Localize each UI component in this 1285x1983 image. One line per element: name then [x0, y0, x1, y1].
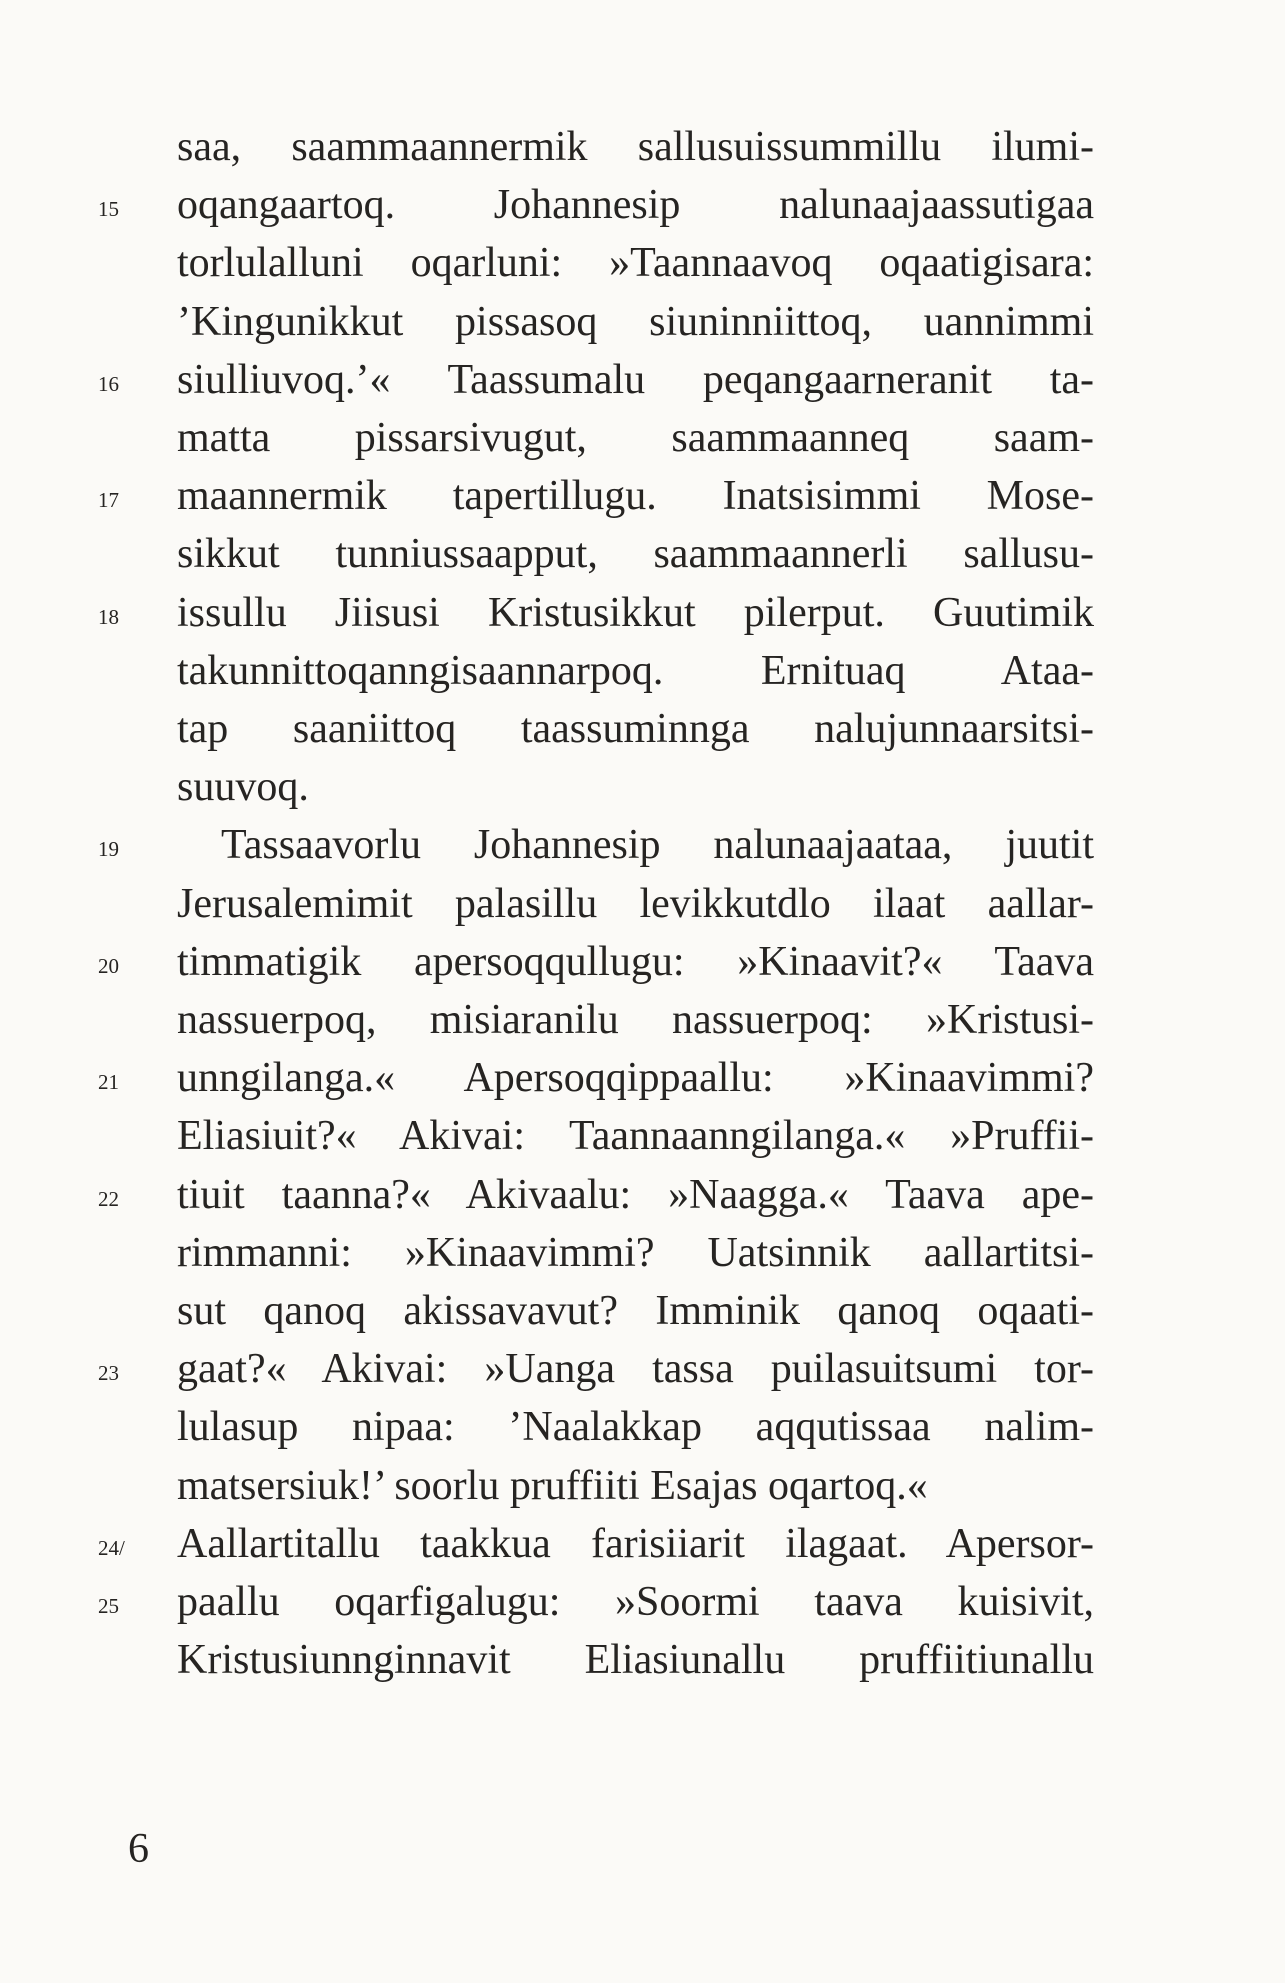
verse-number: 16: [98, 372, 119, 396]
text-line: Eliasiuit?« Akivai: Taannaanngilanga.« »Pruffii-: [177, 1113, 1094, 1159]
text-line: gaat?« Akivai: »Uanga tassa puilasuitsumi tor-: [177, 1346, 1094, 1392]
text-line: Tassaavorlu Johannesip nalunaajaataa, juutit: [221, 822, 1094, 868]
verse-number: 20: [98, 954, 119, 978]
verse-number: 17: [98, 488, 119, 512]
page-number: 6: [128, 1826, 149, 1872]
verse-number: 25: [98, 1594, 119, 1618]
text-line: tap saaniittoq taassuminnga nalujunnaarsitsi-: [177, 706, 1094, 752]
verse-number: 21: [98, 1070, 119, 1094]
text-line: siulliuvoq.’« Taassumalu peqangaarneranit ta-: [177, 357, 1094, 403]
text-line: ’Kingunikkut pissasoq siuninniittoq, uannimmi: [177, 299, 1094, 345]
text-line: torlulalluni oqarluni: »Taannaavoq oqaatigisara:: [177, 240, 1094, 286]
verse-number: 23: [98, 1361, 119, 1385]
text-line: rimmanni: »Kinaavimmi? Uatsinnik aallartitsi-: [177, 1230, 1094, 1276]
text-line: tiuit taanna?« Akivaalu: »Naagga.« Taava ape-: [177, 1172, 1094, 1218]
text-line: suuvoq.: [177, 764, 309, 810]
text-line: takunnittoqanngisaannarpoq. Ernituaq Ataa-: [177, 648, 1094, 694]
text-line: Aallartitallu taakkua farisiiarit ilagaat. Apersor-: [177, 1521, 1094, 1567]
text-line: timmatigik apersoqqullugu: »Kinaavit?« Taava: [177, 939, 1094, 985]
text-line: unngilanga.« Apersoqqippaallu: »Kinaavimmi?: [177, 1055, 1094, 1101]
text-line: lulasup nipaa: ’Naalakkap aqqutissaa nalim-: [177, 1404, 1094, 1450]
text-line: oqangaartoq. Johannesip nalunaajaassutigaa: [177, 182, 1094, 228]
verse-number: 24/: [98, 1536, 125, 1560]
text-line: Kristusiunnginnavit Eliasiunallu pruffiitiunallu: [177, 1637, 1094, 1683]
text-line: saa, saammaannermik sallusuissummillu ilumi-: [177, 124, 1094, 170]
text-line: Jerusalemimit palasillu levikkutdlo ilaat aallar-: [177, 881, 1094, 927]
text-line: matsersiuk!’ soorlu pruffiiti Esajas oqartoq.«: [177, 1463, 928, 1509]
verse-number: 18: [98, 605, 119, 629]
text-line: maannermik tapertillugu. Inatsisimmi Mose-: [177, 473, 1094, 519]
verse-number: 22: [98, 1187, 119, 1211]
text-line: sikkut tunniussaapput, saammaannerli sallusu-: [177, 531, 1094, 577]
text-line: nassuerpoq, misiaranilu nassuerpoq: »Kristusi-: [177, 997, 1094, 1043]
verse-number: 19: [98, 837, 119, 861]
text-line: issullu Jiisusi Kristusikkut pilerput. Guutimik: [177, 590, 1094, 636]
verse-number: 15: [98, 197, 119, 221]
text-line: paallu oqarfigalugu: »Soormi taava kuisivit,: [177, 1579, 1094, 1625]
text-line: matta pissarsivugut, saammaanneq saam-: [177, 415, 1094, 461]
text-line: sut qanoq akissavavut? Imminik qanoq oqaati-: [177, 1288, 1094, 1334]
